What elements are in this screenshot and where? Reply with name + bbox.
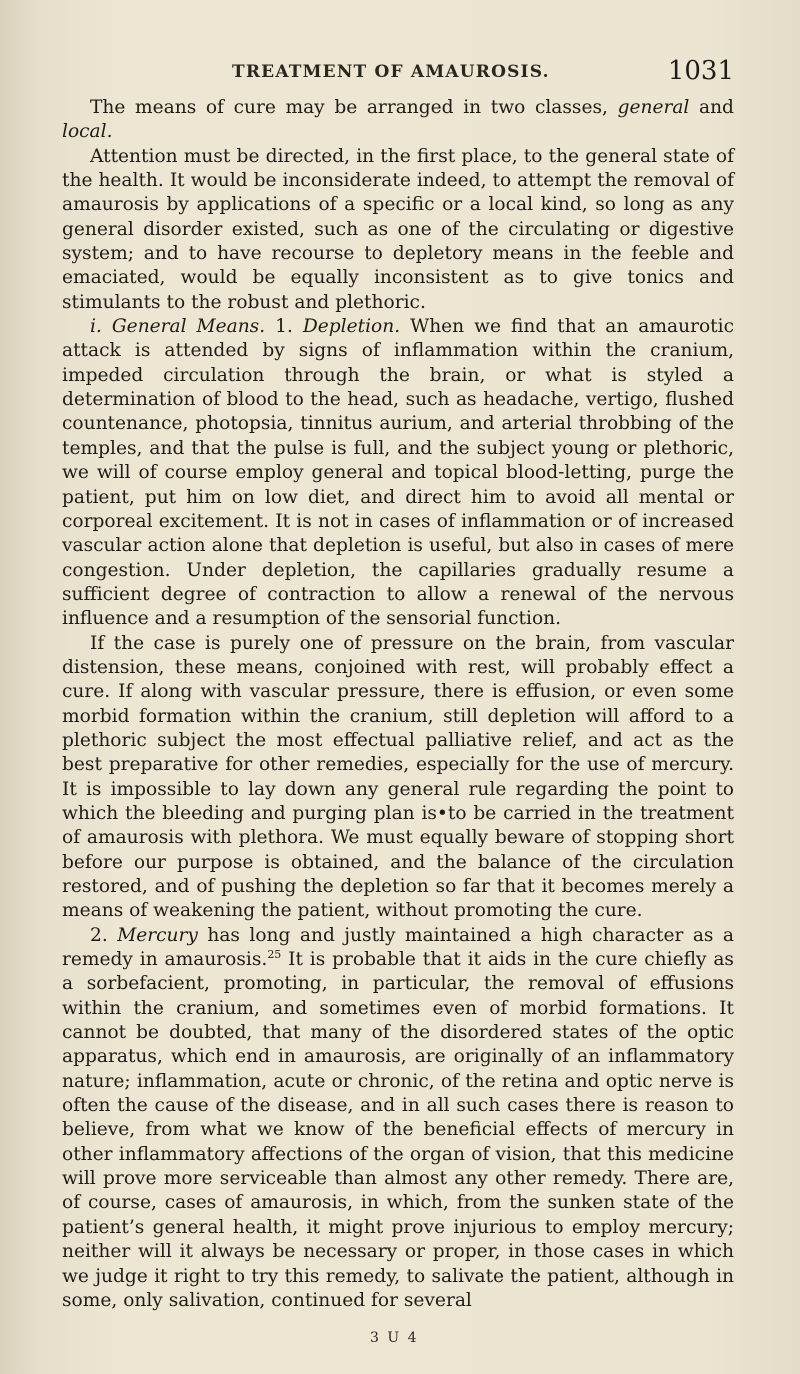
text-run: 1.	[275, 316, 293, 338]
paragraph-mercury	[62, 924, 734, 1314]
heading-general-means: i. General Means.	[90, 316, 266, 338]
emphasis-local: local.	[62, 121, 113, 143]
body-text	[62, 96, 734, 1313]
running-title: TREATMENT OF AMAUROSIS.	[232, 62, 550, 82]
text-run: and	[699, 97, 734, 118]
text-run: 2.	[90, 924, 108, 946]
emphasis-general: general	[617, 97, 690, 118]
paragraph-means-of-cure	[62, 96, 734, 145]
page-number: 1031	[667, 56, 734, 86]
paragraph-attention: Attention must be directed, in the first place, to the general state of the health. It would be inconsiderate indeed, to attempt the removal of amaurosis by applications of a specific or a local kind, so long as any general disorder existed, such as one of the circulating or digestive system; and to have recourse to depletory means in the feeble and emaciated, would be equally inconsistent as to give tonics and stimulants to the robust and plethoric.	[62, 145, 734, 313]
page-header	[62, 58, 734, 92]
text-run: has long and justly maintained a high character as a remedy in amaurosis.	[62, 924, 734, 971]
heading-depletion: Depletion.	[302, 316, 401, 338]
footnote-ref[interactable]: 25	[267, 948, 282, 962]
text-run: When we find that an amaurotic attack is attended by signs of inflammation within the cranium, impeded circulation through the brain, or what is styled a determination of blood to the head, such as headache, vertigo, flushed countenance, photopsia, tinnitus aurium, and arterial throbbing of the temples, and that the pulse is full, and the subject young or plethoric, we will of course employ general and topical blood-letting, purge the patient, put him on low diet, and direct him to avoid all mental or corporeal excitement. It is not in cases of inflammation or of increased vascular action alone that depletion is useful, but also in cases of mere congestion. Under depletion, the capillaries gradually resume a sufficient degree of contraction to allow a renewal of the nervous influence and a resumption of the sensorial function.	[62, 316, 734, 630]
paragraph-pressure: If the case is purely one of pressure on the brain, from vascular distension, these means, conjoined with rest, will probably effect a cure. If along with vascular pressure, there is effusion, or even some morbid formation within the cranium, still depletion will afford to a plethoric subject the most effectual palliative relief, and act as the best preparative for other remedies, especially for the use of mercury. It is impossible to lay down any general rule regarding the point to which the bleeding and purging plan is•to be carried in the treatment of amaurosis with plethora. We must equally beware of stopping short before our purpose is obtained, and the balance of the circulation restored, and of pushing the depletion so far that it becomes merely a means of weakening the patient, without promoting the cure.	[62, 632, 734, 922]
text-run: The means of cure may be arranged in two classes,	[90, 97, 608, 118]
paragraph-general-means	[62, 315, 734, 631]
text-run: It is probable that it aids in the cure chiefly as a sorbefacient, promoting, in particular, the removal of effusions within the cranium, and sometimes even of morbid formations. It cannot be doubted, that many of the disordered states of the optic apparatus, which end in amaurosis, are originally of an inflammatory nature; inflammation, acute or chronic, of the retina and optic nerve is often the cause of the disease, and in all such cases there is reason to believe, from what we know of the beneficial effects of mercury in other inflammatory affections of the organ of vision, that this medicine will prove more serviceable than almost any other remedy. There are, of course, cases of amaurosis, in which, from the sunken state of the patient’s general health, it might prove injurious to employ mercury; neither will it always be necessary or proper, in those cases in which we judge it right to try this remedy, to salivate the patient, although in some, only salivation, continued for several	[62, 949, 734, 1311]
heading-mercury: Mercury	[117, 924, 198, 946]
signature-mark: 3 U 4	[370, 1330, 419, 1346]
